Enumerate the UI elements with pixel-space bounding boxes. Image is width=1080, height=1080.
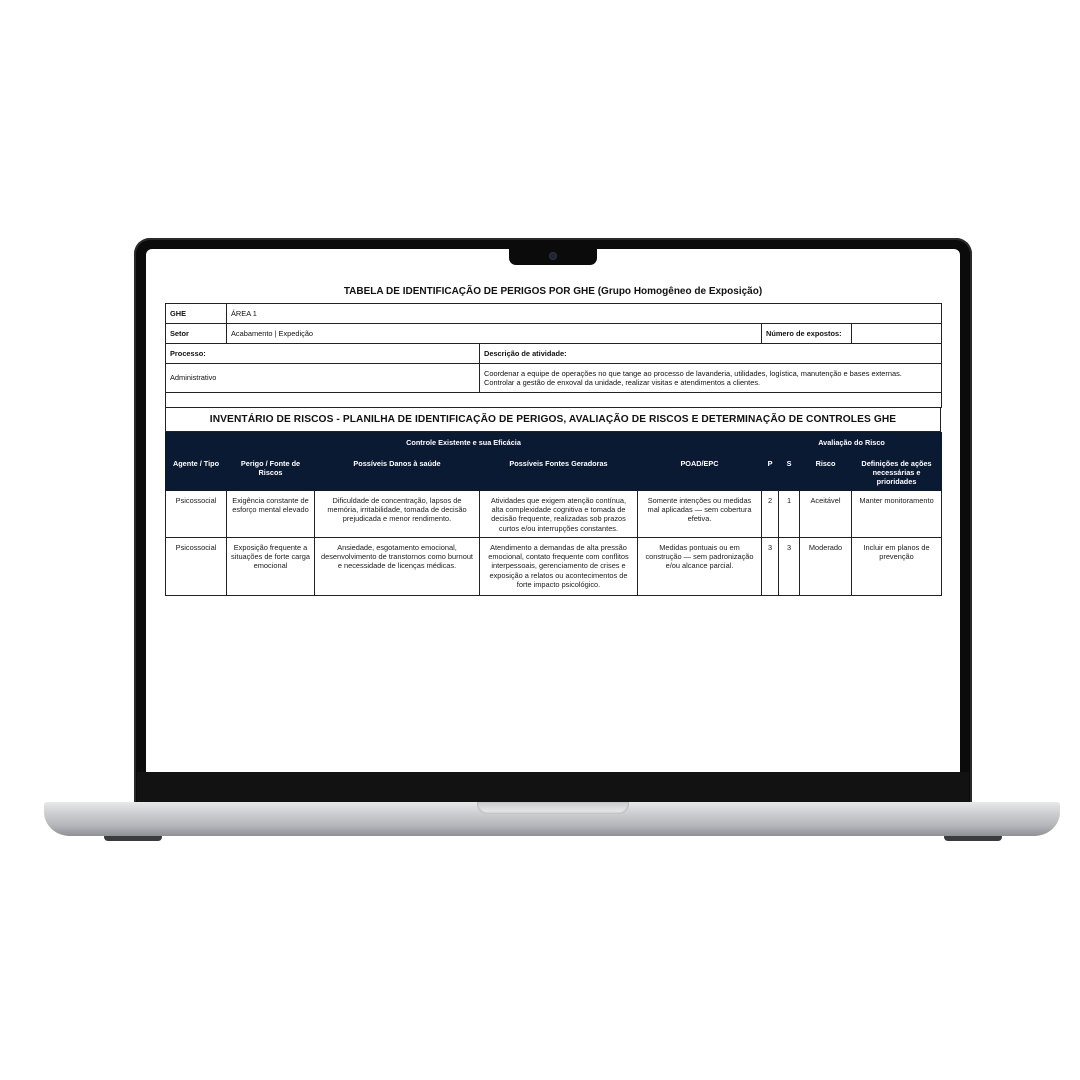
cell-acoes: Incluir em planos de prevenção bbox=[852, 538, 942, 596]
cell-fontes: Atendimento a demandas de alta pressão emocional, contato frequente com conflitos interpessoais, gerenciamento de crises e exposição a relatos ou acontecimentos de forte impacto psicológico. bbox=[480, 538, 638, 596]
col-danos-saude: Possíveis Danos à saúde bbox=[315, 453, 480, 491]
laptop-foot-left bbox=[104, 836, 162, 841]
setor-value: Acabamento | Expedição bbox=[227, 324, 762, 344]
expostos-label: Número de expostos: bbox=[762, 324, 852, 344]
processo-value-row bbox=[166, 364, 942, 393]
col-risco: Risco bbox=[800, 453, 852, 491]
cell-p: 2 bbox=[762, 491, 779, 538]
camera-notch bbox=[509, 249, 597, 265]
ghe-label: GHE bbox=[166, 304, 227, 324]
col-definicoes-acoes: Definições de ações necessárias e prioridades bbox=[852, 453, 942, 491]
setor-row bbox=[166, 324, 942, 344]
col-fontes-geradoras: Possíveis Fontes Geradoras bbox=[480, 453, 638, 491]
col-perigo-fonte: Perigo / Fonte de Riscos bbox=[227, 453, 315, 491]
cell-acoes: Manter monitoramento bbox=[852, 491, 942, 538]
laptop-chin bbox=[137, 772, 969, 803]
col-poad-epc: POAD/EPC bbox=[638, 453, 762, 491]
column-header-row bbox=[166, 453, 942, 491]
trackpad-notch bbox=[477, 802, 629, 814]
processo-value: Administrativo bbox=[166, 364, 480, 393]
cell-s: 1 bbox=[779, 491, 800, 538]
inventory-title: INVENTÁRIO DE RISCOS - PLANILHA DE IDENTIFICAÇÃO DE PERIGOS, AVALIAÇÃO DE RISCOS E DETERMINAÇÃO DE CONTROLES GHE bbox=[165, 408, 941, 432]
spacer-row bbox=[166, 393, 942, 408]
col-agente-tipo: Agente / Tipo bbox=[166, 453, 227, 491]
laptop-foot-right bbox=[944, 836, 1002, 841]
setor-label: Setor bbox=[166, 324, 227, 344]
camera-icon bbox=[550, 253, 556, 259]
group-header-controle: Controle Existente e sua Eficácia bbox=[166, 433, 762, 453]
cell-perigo: Exigência constante de esforço mental elevado bbox=[227, 491, 315, 538]
descricao-label: Descrição de atividade: bbox=[480, 344, 942, 364]
cell-fontes: Atividades que exigem atenção contínua, alta complexidade cognitiva e tomada de decisão frequente, realizadas sob prazos curtos e/ou interrupções constantes. bbox=[480, 491, 638, 538]
processo-label: Processo: bbox=[166, 344, 480, 364]
descricao-line-2: Controlar a gestão de enxoval da unidade, realizar visitas e atendimentos a clientes. bbox=[484, 378, 761, 387]
descricao-value bbox=[480, 364, 942, 393]
cell-p: 3 bbox=[762, 538, 779, 596]
cell-danos: Ansiedade, esgotamento emocional, desenvolvimento de transtornos como burnout e necessidade de licenças médicas. bbox=[315, 538, 480, 596]
cell-perigo: Exposição frequente a situações de forte carga emocional bbox=[227, 538, 315, 596]
risk-inventory-table bbox=[165, 432, 942, 596]
ghe-value: ÁREA 1 bbox=[227, 304, 942, 324]
descricao-line-1: Coordenar a equipe de operações no que tange ao processo de lavanderia, utilidades, logística, manutenção e bases externas. bbox=[484, 368, 902, 378]
cell-risco: Moderado bbox=[800, 538, 852, 596]
ghe-row bbox=[166, 304, 942, 324]
laptop-screen bbox=[146, 249, 960, 772]
group-header-avaliacao: Avaliação do Risco bbox=[762, 433, 942, 453]
ghe-info-table bbox=[165, 303, 942, 408]
cell-s: 3 bbox=[779, 538, 800, 596]
col-severidade: S bbox=[779, 453, 800, 491]
cell-poad: Somente intenções ou medidas mal aplicadas — sem cobertura efetiva. bbox=[638, 491, 762, 538]
col-probabilidade: P bbox=[762, 453, 779, 491]
group-header-row bbox=[166, 433, 942, 453]
table-row bbox=[166, 538, 942, 596]
processo-header-row bbox=[166, 344, 942, 364]
table-row bbox=[166, 491, 942, 538]
cell-agente: Psicossocial bbox=[166, 491, 227, 538]
document-title: TABELA DE IDENTIFICAÇÃO DE PERIGOS POR GHE (Grupo Homogêneo de Exposição) bbox=[343, 286, 763, 297]
cell-agente: Psicossocial bbox=[166, 538, 227, 596]
risk-document bbox=[165, 285, 941, 596]
cell-risco: Aceitável bbox=[800, 491, 852, 538]
cell-poad: Medidas pontuais ou em construção — sem padronização e/ou alcance parcial. bbox=[638, 538, 762, 596]
spacer-cell bbox=[166, 393, 942, 408]
cell-danos: Dificuldade de concentração, lapsos de memória, irritabilidade, tomada de decisão prejudicada e menor rendimento. bbox=[315, 491, 480, 538]
expostos-value bbox=[852, 324, 942, 344]
